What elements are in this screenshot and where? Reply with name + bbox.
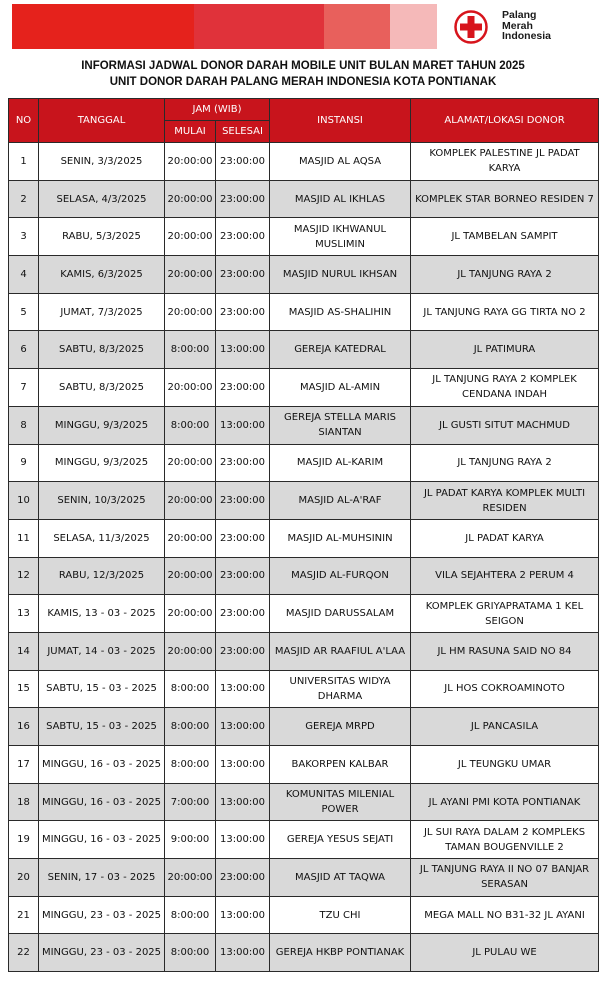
- cell-alamat: JL PULAU WE: [411, 934, 599, 972]
- cell-alamat: JL TANJUNG RAYA 2: [411, 444, 599, 482]
- cell-tanggal: RABU, 5/3/2025: [39, 218, 165, 256]
- table-row: [9, 896, 599, 934]
- cell-selesai: 13:00:00: [216, 670, 270, 708]
- cell-alamat: VILA SEJAHTERA 2 PERUM 4: [411, 557, 599, 595]
- cell-no: 9: [9, 444, 39, 482]
- cell-selesai: 13:00:00: [216, 896, 270, 934]
- cell-alamat: JL TANJUNG RAYA II NO 07 BANJAR SERASAN: [411, 859, 599, 897]
- cell-no: 5: [9, 293, 39, 331]
- cell-mulai: 20:00:00: [165, 595, 216, 633]
- cell-alamat: JL TANJUNG RAYA 2 KOMPLEK CENDANA INDAH: [411, 369, 599, 407]
- cell-instansi: MASJID AL-FURQON: [270, 557, 411, 595]
- cell-mulai: 7:00:00: [165, 783, 216, 821]
- cell-tanggal: SENIN, 10/3/2025: [39, 482, 165, 520]
- red-cross-logo-icon: [452, 10, 494, 46]
- cell-selesai: 23:00:00: [216, 180, 270, 218]
- cell-mulai: 9:00:00: [165, 821, 216, 859]
- cell-alamat: KOMPLEK GRIYAPRATAMA 1 KEL SEIGON: [411, 595, 599, 633]
- cell-instansi: GEREJA MRPD: [270, 708, 411, 746]
- table-row: [9, 369, 599, 407]
- cell-no: 10: [9, 482, 39, 520]
- table-row: [9, 783, 599, 821]
- cell-tanggal: KAMIS, 13 - 03 - 2025: [39, 595, 165, 633]
- cell-selesai: 23:00:00: [216, 293, 270, 331]
- cell-no: 3: [9, 218, 39, 256]
- cell-selesai: 23:00:00: [216, 256, 270, 294]
- cell-tanggal: MINGGU, 23 - 03 - 2025: [39, 934, 165, 972]
- cell-no: 2: [9, 180, 39, 218]
- cell-no: 20: [9, 859, 39, 897]
- logo-line: Palang: [502, 9, 537, 21]
- logo-line: Merah: [502, 19, 533, 32]
- cell-selesai: 23:00:00: [216, 143, 270, 181]
- cell-mulai: 20:00:00: [165, 143, 216, 181]
- table-row: [9, 821, 599, 859]
- header-banner: [12, 4, 437, 49]
- cell-instansi: GEREJA HKBP PONTIANAK: [270, 934, 411, 972]
- cell-tanggal: MINGGU, 9/3/2025: [39, 444, 165, 482]
- cell-mulai: 20:00:00: [165, 256, 216, 294]
- cell-alamat: JL GUSTI SITUT MACHMUD: [411, 406, 599, 444]
- cell-mulai: 20:00:00: [165, 293, 216, 331]
- cell-no: 8: [9, 406, 39, 444]
- table-row: [9, 180, 599, 218]
- banner-band: [12, 4, 194, 49]
- schedule-table: [8, 98, 599, 972]
- table-row: [9, 293, 599, 331]
- cell-tanggal: SELASA, 11/3/2025: [39, 519, 165, 557]
- cell-selesai: 13:00:00: [216, 708, 270, 746]
- cell-no: 13: [9, 595, 39, 633]
- cell-no: 18: [9, 783, 39, 821]
- cell-instansi: MASJID AL-KARIM: [270, 444, 411, 482]
- cell-tanggal: SELASA, 4/3/2025: [39, 180, 165, 218]
- cell-instansi: MASJID DARUSSALAM: [270, 595, 411, 633]
- cell-no: 12: [9, 557, 39, 595]
- cell-tanggal: SABTU, 15 - 03 - 2025: [39, 670, 165, 708]
- cell-alamat: JL PADAT KARYA: [411, 519, 599, 557]
- cell-tanggal: KAMIS, 6/3/2025: [39, 256, 165, 294]
- document-subtitle: UNIT DONOR DARAH PALANG MERAH INDONESIA KOTA PONTIANAK: [109, 76, 497, 88]
- cell-alamat: JL PANCASILA: [411, 708, 599, 746]
- cell-alamat: JL TANJUNG RAYA 2: [411, 256, 599, 294]
- cell-mulai: 20:00:00: [165, 859, 216, 897]
- cell-mulai: 8:00:00: [165, 406, 216, 444]
- cell-mulai: 20:00:00: [165, 519, 216, 557]
- header-instansi: INSTANSI: [270, 99, 411, 143]
- table-row: [9, 256, 599, 294]
- cell-mulai: 8:00:00: [165, 896, 216, 934]
- cell-tanggal: MINGGU, 16 - 03 - 2025: [39, 746, 165, 784]
- cell-alamat: KOMPLEK STAR BORNEO RESIDEN 7: [411, 180, 599, 218]
- cell-selesai: 23:00:00: [216, 632, 270, 670]
- cell-alamat: JL HM RASUNA SAID NO 84: [411, 632, 599, 670]
- table-row: [9, 934, 599, 972]
- document-title: INFORMASI JADWAL DONOR DARAH MOBILE UNIT BULAN MARET TAHUN 2025: [81, 60, 525, 72]
- cell-tanggal: SABTU, 8/3/2025: [39, 331, 165, 369]
- cell-mulai: 8:00:00: [165, 708, 216, 746]
- cell-selesai: 23:00:00: [216, 369, 270, 407]
- pmi-logo: [452, 10, 602, 46]
- header-no: NO: [9, 99, 39, 143]
- cell-tanggal: JUMAT, 7/3/2025: [39, 293, 165, 331]
- cell-tanggal: SABTU, 8/3/2025: [39, 369, 165, 407]
- header-mulai: MULAI: [165, 121, 216, 143]
- cell-selesai: 13:00:00: [216, 821, 270, 859]
- header-selesai: SELESAI: [216, 121, 270, 143]
- cell-instansi: MASJID AL-AMIN: [270, 369, 411, 407]
- table-row: [9, 143, 599, 181]
- cell-alamat: JL PADAT KARYA KOMPLEK MULTI RESIDEN: [411, 482, 599, 520]
- cell-tanggal: SENIN, 3/3/2025: [39, 143, 165, 181]
- cell-selesai: 23:00:00: [216, 557, 270, 595]
- cell-instansi: TZU CHI: [270, 896, 411, 934]
- banner-band: [324, 4, 390, 49]
- cell-no: 22: [9, 934, 39, 972]
- cell-no: 19: [9, 821, 39, 859]
- table-row: [9, 482, 599, 520]
- cell-instansi: MASJID NURUL IKHSAN: [270, 256, 411, 294]
- cell-no: 6: [9, 331, 39, 369]
- cell-selesai: 23:00:00: [216, 218, 270, 256]
- cell-selesai: 23:00:00: [216, 444, 270, 482]
- cell-mulai: 8:00:00: [165, 934, 216, 972]
- cell-instansi: BAKORPEN KALBAR: [270, 746, 411, 784]
- table-row: [9, 746, 599, 784]
- cell-alamat: JL SUI RAYA DALAM 2 KOMPLEKS TAMAN BOUGENVILLE 2: [411, 821, 599, 859]
- header-alamat: ALAMAT/LOKASI DONOR: [411, 99, 599, 143]
- cell-instansi: GEREJA KATEDRAL: [270, 331, 411, 369]
- cell-instansi: MASJID AL IKHLAS: [270, 180, 411, 218]
- banner-band: [194, 4, 324, 49]
- cell-alamat: MEGA MALL NO B31-32 JL AYANI: [411, 896, 599, 934]
- logo-wordmark: [502, 10, 551, 42]
- cell-tanggal: SABTU, 15 - 03 - 2025: [39, 708, 165, 746]
- cell-alamat: KOMPLEK PALESTINE JL PADAT KARYA: [411, 143, 599, 181]
- table-row: [9, 557, 599, 595]
- header-tanggal: TANGGAL: [39, 99, 165, 143]
- cell-selesai: 13:00:00: [216, 783, 270, 821]
- cell-tanggal: MINGGU, 16 - 03 - 2025: [39, 783, 165, 821]
- cell-instansi: UNIVERSITAS WIDYA DHARMA: [270, 670, 411, 708]
- cell-selesai: 23:00:00: [216, 595, 270, 633]
- cell-selesai: 23:00:00: [216, 859, 270, 897]
- cell-instansi: GEREJA YESUS SEJATI: [270, 821, 411, 859]
- cell-no: 4: [9, 256, 39, 294]
- cell-no: 16: [9, 708, 39, 746]
- cell-instansi: MASJID AS-SHALIHIN: [270, 293, 411, 331]
- cell-mulai: 8:00:00: [165, 746, 216, 784]
- cell-selesai: 13:00:00: [216, 406, 270, 444]
- cell-no: 17: [9, 746, 39, 784]
- cell-no: 15: [9, 670, 39, 708]
- cell-instansi: MASJID AL AQSA: [270, 143, 411, 181]
- cell-no: 1: [9, 143, 39, 181]
- cell-selesai: 13:00:00: [216, 331, 270, 369]
- table-row: [9, 708, 599, 746]
- table-row: [9, 859, 599, 897]
- banner-band: [390, 4, 437, 49]
- cell-selesai: 13:00:00: [216, 746, 270, 784]
- logo-line: Indonesia: [502, 30, 552, 42]
- cell-mulai: 20:00:00: [165, 482, 216, 520]
- cell-selesai: 23:00:00: [216, 519, 270, 557]
- cell-instansi: KOMUNITAS MILENIAL POWER: [270, 783, 411, 821]
- cell-mulai: 20:00:00: [165, 369, 216, 407]
- cell-no: 14: [9, 632, 39, 670]
- cell-alamat: JL TAMBELAN SAMPIT: [411, 218, 599, 256]
- cell-instansi: MASJID IKHWANUL MUSLIMIN: [270, 218, 411, 256]
- cell-mulai: 8:00:00: [165, 670, 216, 708]
- cell-selesai: 13:00:00: [216, 934, 270, 972]
- cell-instansi: MASJID AL-A'RAF: [270, 482, 411, 520]
- cell-instansi: GEREJA STELLA MARIS SIANTAN: [270, 406, 411, 444]
- cell-no: 11: [9, 519, 39, 557]
- cell-tanggal: MINGGU, 16 - 03 - 2025: [39, 821, 165, 859]
- cell-mulai: 20:00:00: [165, 557, 216, 595]
- table-row: [9, 331, 599, 369]
- cell-alamat: JL PATIMURA: [411, 331, 599, 369]
- cell-tanggal: MINGGU, 9/3/2025: [39, 406, 165, 444]
- header-jam: JAM (WIB): [165, 99, 270, 121]
- cell-selesai: 23:00:00: [216, 482, 270, 520]
- cell-alamat: JL AYANI PMI KOTA PONTIANAK: [411, 783, 599, 821]
- cell-instansi: MASJID AL-MUHSININ: [270, 519, 411, 557]
- cell-tanggal: SENIN, 17 - 03 - 2025: [39, 859, 165, 897]
- cell-mulai: 20:00:00: [165, 444, 216, 482]
- table-row: [9, 595, 599, 633]
- cell-tanggal: RABU, 12/3/2025: [39, 557, 165, 595]
- cell-tanggal: MINGGU, 23 - 03 - 2025: [39, 896, 165, 934]
- table-row: [9, 444, 599, 482]
- cell-no: 21: [9, 896, 39, 934]
- cell-instansi: MASJID AT TAQWA: [270, 859, 411, 897]
- cell-instansi: MASJID AR RAAFIUL A'LAA: [270, 632, 411, 670]
- cell-alamat: JL HOS COKROAMINOTO: [411, 670, 599, 708]
- table-row: [9, 632, 599, 670]
- table-row: [9, 670, 599, 708]
- cell-mulai: 8:00:00: [165, 331, 216, 369]
- cell-alamat: JL TEUNGKU UMAR: [411, 746, 599, 784]
- cell-tanggal: JUMAT, 14 - 03 - 2025: [39, 632, 165, 670]
- cell-alamat: JL TANJUNG RAYA GG TIRTA NO 2: [411, 293, 599, 331]
- cell-mulai: 20:00:00: [165, 180, 216, 218]
- cell-no: 7: [9, 369, 39, 407]
- cell-mulai: 20:00:00: [165, 218, 216, 256]
- table-row: [9, 519, 599, 557]
- table-row: [9, 406, 599, 444]
- table-row: [9, 218, 599, 256]
- cell-mulai: 20:00:00: [165, 632, 216, 670]
